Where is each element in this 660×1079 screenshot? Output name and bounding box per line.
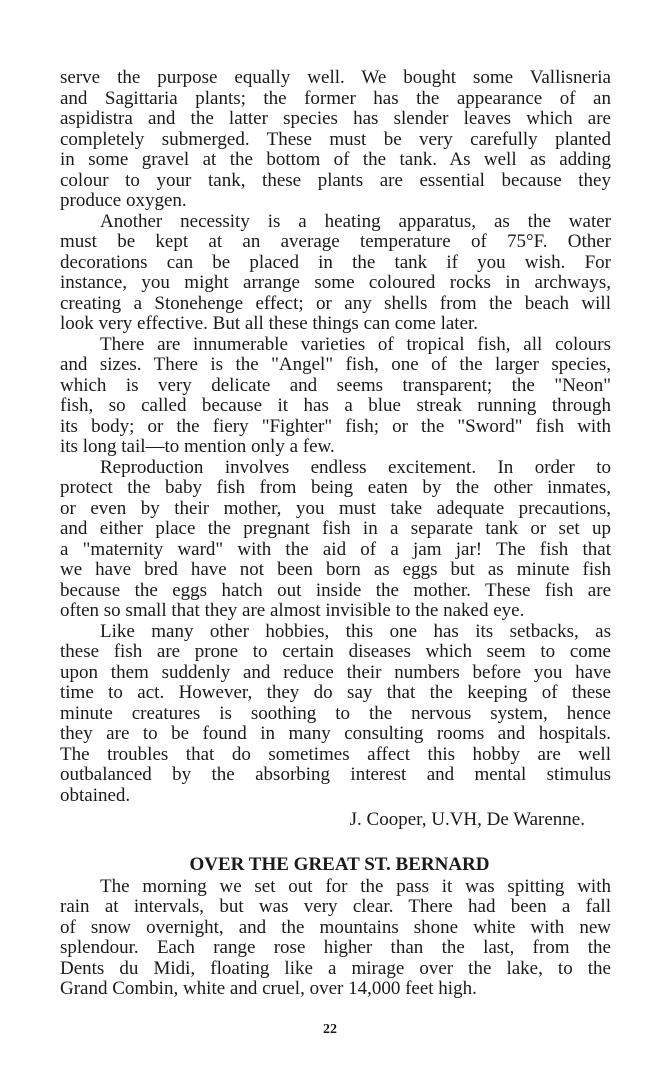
- text-line: and Sagittaria plants; the former has the appearance of an: [60, 87, 611, 109]
- text-line: decorations can be placed in the tank if you wish. For: [60, 251, 611, 273]
- text-line: serve the purpose equally well. We bought some Vallisneria: [60, 67, 611, 88]
- text-line: upon them suddenly and reduce their numbers before you have: [60, 661, 611, 683]
- article-title: OVER THE GREAT ST. BERNARD: [189, 853, 490, 875]
- text-line: Grand Combin, white and cruel, over 14,000 feet high.: [60, 978, 477, 999]
- article-great-st-bernard: [60, 877, 611, 1000]
- text-line: produce oxygen.: [60, 190, 187, 211]
- text-line: and sizes. There is the "Angel" fish, one of the larger species,: [60, 354, 611, 375]
- page-number: 22: [323, 1022, 337, 1037]
- text-line: look very effective. But all these things can come later.: [60, 313, 479, 334]
- text-line: which is very delicate and seems transparent; the "Neon": [60, 374, 611, 396]
- text-line: minute creatures is soothing to the nervous system, hence: [60, 702, 611, 724]
- text-line: or even by their mother, you must take adequate precautions,: [60, 497, 611, 519]
- text-line: these fish are prone to certain diseases which seem to come: [60, 641, 611, 662]
- text-line: its long tail—to mention only a few.: [60, 436, 335, 457]
- text-line: Reproduction involves endless excitement. In order to: [100, 456, 611, 478]
- paragraph: [60, 335, 611, 458]
- paragraph: [60, 622, 611, 807]
- text-line: rain at intervals, but was very clear. There had been a fall: [60, 896, 611, 917]
- text-line: The troubles that do sometimes affect this hobby are well: [60, 743, 611, 765]
- text-line: colour to your tank, these plants are essential because they: [60, 169, 611, 191]
- text-line: creating a Stonehenge effect; or any shells from the beach will: [60, 292, 611, 314]
- paragraph: [60, 212, 611, 335]
- text-line: fish, so called because it has a blue streak running through: [60, 395, 611, 416]
- text-line: because the eggs hatch out inside the mother. These fish are: [60, 579, 611, 601]
- text-line: its body; or the fiery "Fighter" fish; or the "Sword" fish with: [60, 415, 611, 437]
- text-line: protect the baby fish from being eaten by the other inmates,: [60, 477, 611, 498]
- text-line: a "maternity ward" with the aid of a jam jar! The fish that: [60, 538, 611, 560]
- text-line: Dents du Midi, floating like a mirage over the lake, to the: [60, 957, 611, 979]
- paragraph: [60, 877, 611, 1000]
- page-body: [60, 68, 611, 1000]
- paragraph: [60, 458, 611, 622]
- text-line: must be kept at an average temperature of 75°F. Other: [60, 231, 611, 252]
- text-line: splendour. Each range rose higher than the last, from the: [60, 937, 611, 958]
- text-line: Another necessity is a heating apparatus, as the water: [100, 210, 611, 232]
- text-line: obtained.: [60, 784, 131, 806]
- text-line: aspidistra and the latter species has slender leaves which are: [60, 108, 611, 129]
- article-tropical-fish: [60, 68, 611, 806]
- text-line: they are to be found in many consulting rooms and hospitals.: [60, 723, 611, 744]
- text-line: There are innumerable varieties of tropical fish, all colours: [100, 333, 611, 355]
- paragraph: [60, 68, 611, 212]
- text-line: in some gravel at the bottom of the tank. As well as adding: [60, 149, 611, 170]
- text-line: and either place the pregnant fish in a separate tank or set up: [60, 518, 611, 539]
- text-line: completely submerged. These must be very carefully planted: [60, 128, 611, 150]
- text-line: Like many other hobbies, this one has its setbacks, as: [100, 620, 611, 642]
- text-line: outbalanced by the absorbing interest and mental stimulus: [60, 764, 611, 785]
- text-line: often so small that they are almost invisible to the naked eye.: [60, 600, 525, 621]
- text-line: time to act. However, they do say that the keeping of these: [60, 682, 611, 703]
- text-line: of snow overnight, and the mountains shone white with new: [60, 916, 611, 938]
- author-signature: J. Cooper, U.VH, De Warenne.: [349, 809, 585, 830]
- text-line: instance, you might arrange some coloured rocks in archways,: [60, 272, 611, 293]
- text-line: The morning we set out for the pass it was spitting with: [100, 875, 611, 897]
- text-line: we have bred have not been born as eggs but as minute fish: [60, 559, 611, 580]
